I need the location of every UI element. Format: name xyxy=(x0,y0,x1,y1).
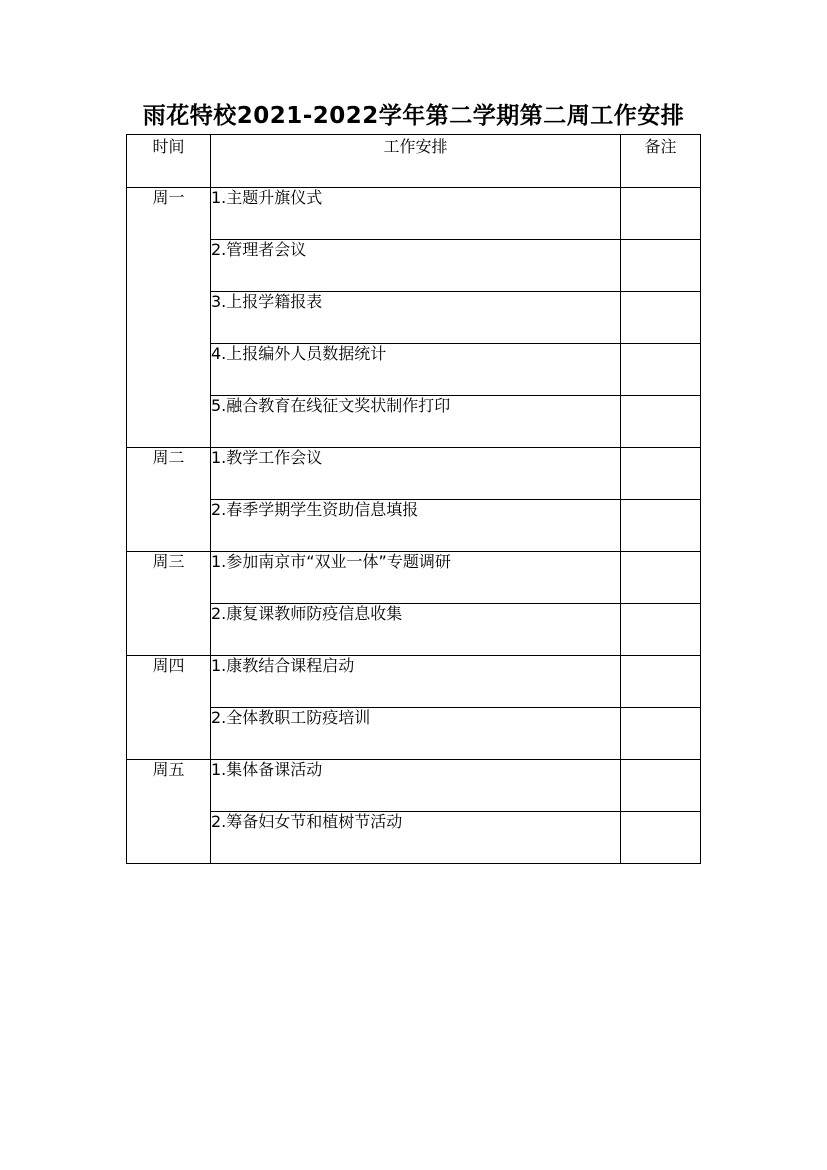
task-cell: 1.主题升旗仪式 xyxy=(211,188,621,240)
note-cell xyxy=(621,344,701,396)
table-row xyxy=(127,396,701,448)
header-work: 工作安排 xyxy=(211,135,621,188)
table-row xyxy=(127,552,701,604)
table-row xyxy=(127,656,701,708)
note-cell xyxy=(621,708,701,760)
note-cell xyxy=(621,812,701,864)
day-cell: 周一 xyxy=(127,188,211,448)
note-cell xyxy=(621,292,701,344)
day-cell: 周五 xyxy=(127,760,211,864)
table-row xyxy=(127,604,701,656)
schedule-body xyxy=(127,188,701,864)
note-cell xyxy=(621,500,701,552)
task-cell: 3.上报学籍报表 xyxy=(211,292,621,344)
table-row xyxy=(127,240,701,292)
table-row xyxy=(127,760,701,812)
page-title: 雨花特校2021-2022学年第二学期第二周工作安排 xyxy=(142,103,685,129)
task-cell: 4.上报编外人员数据统计 xyxy=(211,344,621,396)
table-row xyxy=(127,500,701,552)
note-cell xyxy=(621,240,701,292)
task-cell: 2.管理者会议 xyxy=(211,240,621,292)
note-cell xyxy=(621,604,701,656)
note-cell xyxy=(621,760,701,812)
schedule-table xyxy=(126,134,701,864)
task-cell: 2.康复课教师防疫信息收集 xyxy=(211,604,621,656)
table-row xyxy=(127,344,701,396)
task-cell: 1.参加南京市“双业一体”专题调研 xyxy=(211,552,621,604)
note-cell xyxy=(621,396,701,448)
note-cell xyxy=(621,188,701,240)
table-row xyxy=(127,812,701,864)
day-cell: 周二 xyxy=(127,448,211,552)
note-cell xyxy=(621,448,701,500)
table-row xyxy=(127,708,701,760)
table-row xyxy=(127,448,701,500)
task-cell: 2.全体教职工防疫培训 xyxy=(211,708,621,760)
day-cell: 周四 xyxy=(127,656,211,760)
table-row xyxy=(127,292,701,344)
table-row xyxy=(127,188,701,240)
header-notes: 备注 xyxy=(621,135,701,188)
header-time: 时间 xyxy=(127,135,211,188)
note-cell xyxy=(621,656,701,708)
task-cell: 1.集体备课活动 xyxy=(211,760,621,812)
day-cell: 周三 xyxy=(127,552,211,656)
task-cell: 1.康教结合课程启动 xyxy=(211,656,621,708)
task-cell: 2.春季学期学生资助信息填报 xyxy=(211,500,621,552)
task-cell: 1.教学工作会议 xyxy=(211,448,621,500)
header-row xyxy=(127,135,701,188)
task-cell: 5.融合教育在线征文奖状制作打印 xyxy=(211,396,621,448)
task-cell: 2.筹备妇女节和植树节活动 xyxy=(211,812,621,864)
note-cell xyxy=(621,552,701,604)
